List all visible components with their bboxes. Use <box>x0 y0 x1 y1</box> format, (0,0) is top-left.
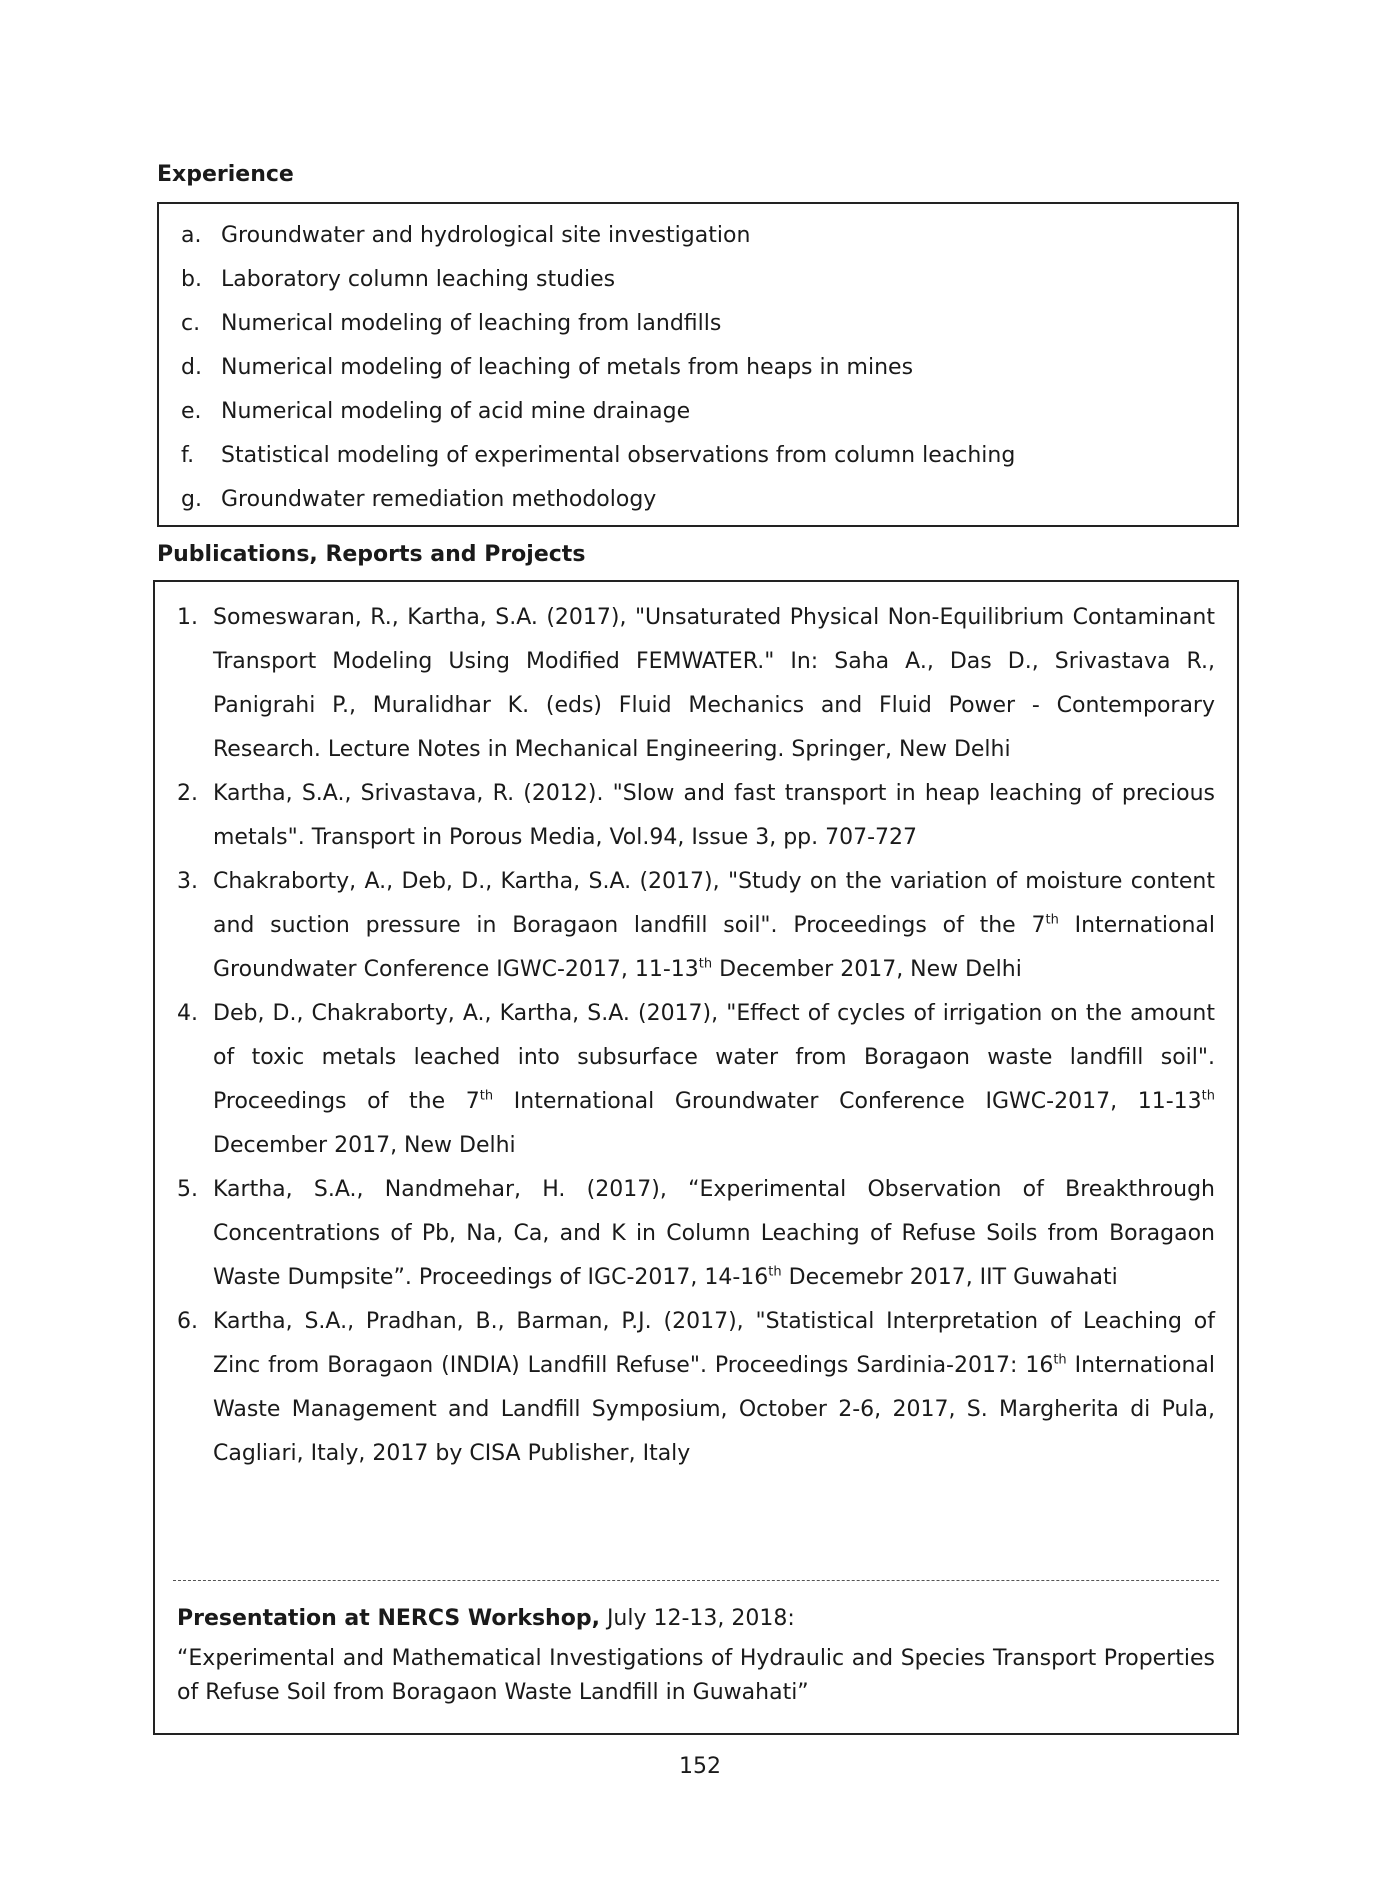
publication-text <box>213 860 1215 992</box>
publication-text: Kartha, S.A., Srivastava, R. (2012). "Slow and fast transport in heap leaching of precious metals". Transport in Porous Media, Vol.94, Issue 3, pp. 707-727 <box>213 781 1215 850</box>
list-item-text: Statistical modeling of experimental observations from column leaching <box>221 443 1016 468</box>
publication-number: 4. <box>177 1001 198 1026</box>
publication-item <box>177 1300 1215 1476</box>
list-item-text: Numerical modeling of acid mine drainage <box>221 399 691 424</box>
list-marker: c. <box>181 311 201 336</box>
list-item-text: Groundwater and hydrological site investigation <box>221 223 751 248</box>
publication-text-part: Kartha, S.A., Nandmehar, H. (2017), “Experimental Observation of Breakthrough Concentrations of Pb, Na, Ca, and K in Column Leaching of Refuse Soils from Boragaon Waste Dumpsite”. Proceedings of IGC-2017, 14-16 <box>213 1177 1215 1290</box>
list-item <box>181 390 1215 434</box>
list-marker: a. <box>181 223 202 248</box>
page-number: 152 <box>679 1754 721 1779</box>
presentation-block <box>177 1602 1215 1710</box>
publication-text-part: December 2017, New Delhi <box>213 1133 516 1158</box>
list-item-text: Groundwater remediation methodology <box>221 487 657 512</box>
list-item <box>181 478 1215 522</box>
list-item-text: Numerical modeling of leaching from landfills <box>221 311 722 336</box>
ordinal-superscript: th <box>479 1088 494 1104</box>
publication-number: 1. <box>177 605 198 630</box>
list-marker: g. <box>181 487 202 512</box>
publication-text <box>213 992 1215 1168</box>
dashed-divider <box>173 1580 1219 1581</box>
publication-text <box>213 1168 1215 1300</box>
publication-item <box>177 992 1215 1168</box>
publication-text-part: December 2017, New Delhi <box>712 957 1022 982</box>
ordinal-superscript: th <box>1201 1088 1215 1104</box>
publication-text-part: International Groundwater Conference IGWC-2017, 11-13 <box>493 1089 1202 1114</box>
publication-item <box>177 860 1215 992</box>
list-marker: b. <box>181 267 202 292</box>
publication-number: 6. <box>177 1309 198 1334</box>
publication-text-part: Decemebr 2017, IIT Guwahati <box>781 1265 1118 1290</box>
list-item <box>181 214 1215 258</box>
publication-number: 5. <box>177 1177 198 1202</box>
presentation-header <box>177 1602 1215 1636</box>
publication-text-part: International Groundwater Conference IGWC-2017, 11-13 <box>213 913 1215 982</box>
publication-number: 2. <box>177 781 198 806</box>
list-item <box>181 346 1215 390</box>
publication-number: 3. <box>177 869 198 894</box>
experience-list <box>181 214 1215 522</box>
ordinal-superscript: th <box>1045 912 1059 928</box>
presentation-label: Presentation at NERCS Workshop, <box>177 1606 600 1631</box>
publication-text-part: Deb, D., Chakraborty, A., Kartha, S.A. (2017), "Effect of cycles of irrigation on the amount of toxic metals leached into subsurface water from Boragaon waste landfill soil". Proceedings of the 7 <box>213 1001 1215 1114</box>
list-item-text: Numerical modeling of leaching of metals from heaps in mines <box>221 355 914 380</box>
experience-box <box>157 202 1239 527</box>
publication-text-part: Chakraborty, A., Deb, D., Kartha, S.A. (2017), "Study on the variation of moisture content and suction pressure in Boragaon landfill soil". Proceedings of the 7 <box>213 869 1215 938</box>
presentation-date: July 12-13, 2018: <box>599 1606 795 1631</box>
ordinal-superscript: th <box>698 956 713 972</box>
publication-text <box>213 1300 1215 1476</box>
publication-text-part: International Waste Management and Landfill Symposium, October 2-6, 2017, S. Margherita di Pula, Cagliari, Italy, 2017 by CISA Publisher, Italy <box>213 1353 1215 1466</box>
publications-box <box>153 580 1239 1735</box>
publication-item <box>177 772 1215 860</box>
experience-heading: Experience <box>157 162 294 187</box>
ordinal-superscript: th <box>768 1264 782 1280</box>
publication-item <box>177 1168 1215 1300</box>
ordinal-superscript: th <box>1053 1352 1067 1368</box>
publications-heading: Publications, Reports and Projects <box>157 542 586 567</box>
publication-item <box>177 596 1215 772</box>
publications-list <box>177 596 1215 1476</box>
list-item <box>181 258 1215 302</box>
presentation-title: “Experimental and Mathematical Investigations of Hydraulic and Species Transport Properties of Refuse Soil from Boragaon Waste Landfill in Guwahati” <box>177 1646 1215 1705</box>
publication-text: Someswaran, R., Kartha, S.A. (2017), "Unsaturated Physical Non-Equilibrium Contaminant Transport Modeling Using Modified FEMWATER." In: Saha A., Das D., Srivastava R., Panigrahi P., Muralidhar K. (eds) Fluid Mechanics and Fluid Power - Contemporary Research. Lecture Notes in Mechanical Engineering. Springer, New Delhi <box>213 605 1215 762</box>
publication-text-part: Kartha, S.A., Pradhan, B., Barman, P.J. (2017), "Statistical Interpretation of Leaching of Zinc from Boragaon (INDIA) Landfill Refuse". Proceedings Sardinia-2017: 16 <box>213 1309 1215 1378</box>
list-item <box>181 302 1215 346</box>
list-item <box>181 434 1215 478</box>
list-marker: e. <box>181 399 202 424</box>
list-marker: d. <box>181 355 202 380</box>
list-item-text: Laboratory column leaching studies <box>221 267 616 292</box>
list-marker: f. <box>181 443 195 468</box>
